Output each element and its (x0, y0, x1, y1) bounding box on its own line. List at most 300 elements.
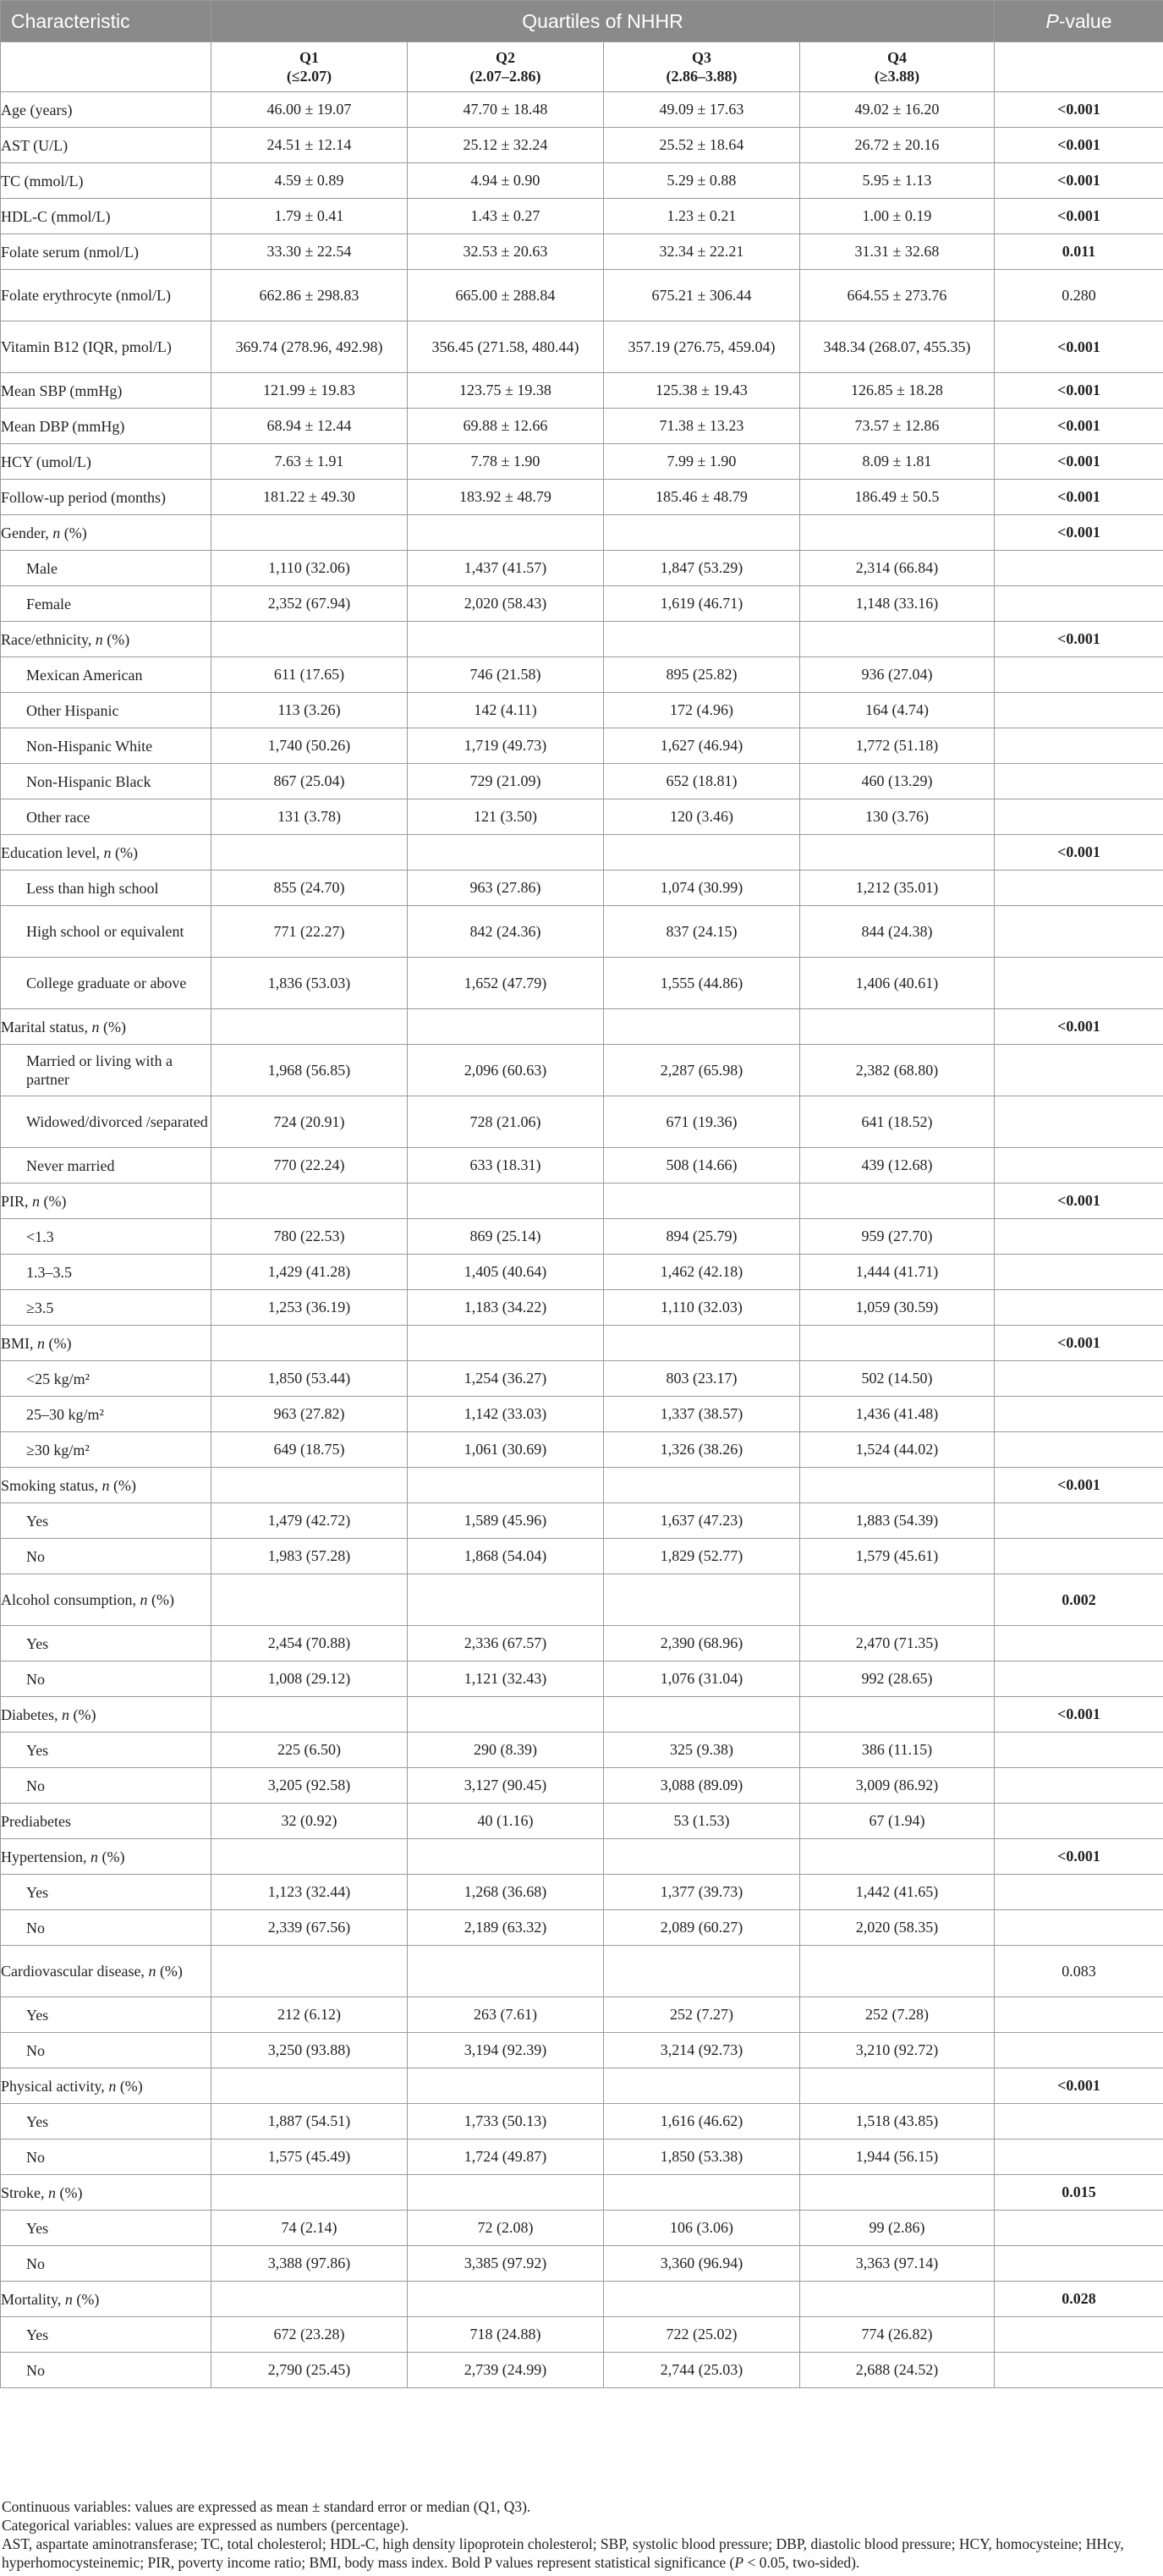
value-cell-q4 (800, 2068, 995, 2104)
row-label-text: Male (26, 559, 58, 577)
table-row (1, 1875, 1163, 1910)
value-cell-q3 (604, 1184, 800, 1219)
p-value-cell: <0.001 (995, 321, 1163, 373)
table-row (1, 234, 1163, 270)
row-label-text: No (26, 1670, 45, 1688)
value-cell-q2: 1,733 (50.13) (408, 2104, 604, 2139)
row-label (1, 409, 211, 444)
quartile-label: Q2 (495, 49, 515, 66)
table-row (1, 2317, 1163, 2353)
value-cell-q3: 894 (25.79) (604, 1219, 800, 1255)
row-label (1, 163, 211, 199)
value-cell-q2: 2,096 (60.63) (408, 1045, 604, 1096)
row-label (1, 1875, 211, 1910)
row-label (1, 1096, 211, 1148)
row-label-text: Physical activity, (1, 2077, 109, 2095)
row-label-text: Mexican American (26, 666, 143, 684)
row-label-text: Married or living with a partner (26, 1052, 173, 1088)
row-label (1, 1255, 211, 1290)
value-cell-q4 (800, 1839, 995, 1875)
table-row (1, 270, 1163, 321)
row-label-tail: (%) (156, 1963, 183, 1980)
row-label-italic: n (148, 1963, 156, 1980)
value-cell-q2: 121 (3.50) (408, 799, 604, 835)
row-label-text: Prediabetes (1, 1812, 71, 1830)
value-cell-q4: 1,772 (51.18) (800, 728, 995, 764)
p-value-cell (995, 1661, 1163, 1697)
row-label-italic: n (48, 2183, 56, 2201)
value-cell-q3 (604, 1946, 800, 1997)
row-label-tail: (%) (116, 2077, 143, 2095)
value-cell-q2 (408, 1697, 604, 1733)
value-cell-q1: 68.94 ± 12.44 (211, 409, 408, 444)
value-cell-q4: 99 (2.86) (800, 2211, 995, 2246)
row-label-text: No (26, 1777, 45, 1794)
row-label-text: PIR, (1, 1192, 33, 1210)
row-label-text: 25–30 kg/m² (26, 1405, 104, 1423)
table-row (1, 2353, 1163, 2388)
value-cell-q3: 49.09 ± 17.63 (604, 92, 800, 128)
row-label-text: Stroke, (1, 2183, 48, 2201)
p-value-cell: 0.011 (995, 234, 1163, 270)
value-cell-q2: 842 (24.36) (408, 906, 604, 958)
quartile-label: Q3 (691, 49, 711, 66)
value-cell-q1: 771 (22.27) (211, 906, 408, 958)
value-cell-q3: 185.46 ± 48.79 (604, 480, 800, 515)
value-cell-q3 (604, 1839, 800, 1875)
row-label (1, 444, 211, 480)
row-label (1, 958, 211, 1009)
value-cell-q1: 1,110 (32.06) (211, 551, 408, 586)
footnote-p-italic: P (734, 2554, 744, 2571)
table-row (1, 199, 1163, 234)
row-label (1, 480, 211, 515)
row-label-text: Widowed/divorced /separated (26, 1113, 208, 1130)
row-label (1, 1432, 211, 1468)
row-label (1, 2211, 211, 2246)
value-cell-q4 (800, 2282, 995, 2317)
p-value-cell: <0.001 (995, 199, 1163, 234)
row-label-text: No (26, 2255, 45, 2272)
value-cell-q3: 2,287 (65.98) (604, 1045, 800, 1096)
row-label (1, 764, 211, 799)
row-label (1, 799, 211, 835)
value-cell-q1: 131 (3.78) (211, 799, 408, 835)
table-row (1, 728, 1163, 764)
value-cell-q1 (211, 2282, 408, 2317)
row-label-text: Age (years) (1, 101, 73, 118)
value-cell-q2: 633 (18.31) (408, 1148, 604, 1184)
table-row (1, 128, 1163, 163)
value-cell-q3: 357.19 (276.75, 459.04) (604, 321, 800, 373)
table-row (1, 2211, 1163, 2246)
table-row (1, 835, 1163, 871)
table-row (1, 1661, 1163, 1697)
value-cell-q2: 1,589 (45.96) (408, 1503, 604, 1539)
row-label (1, 1045, 211, 1096)
table-row (1, 373, 1163, 409)
p-value-cell (995, 1096, 1163, 1148)
row-label-text: High school or equivalent (26, 923, 184, 940)
row-label-text: Less than high school (26, 879, 159, 897)
p-value-cell: <0.001 (995, 835, 1163, 871)
value-cell-q4: 1,442 (41.65) (800, 1875, 995, 1910)
row-label (1, 2068, 211, 2104)
value-cell-q2: 1,724 (49.87) (408, 2139, 604, 2175)
value-cell-q1: 1,836 (53.03) (211, 958, 408, 1009)
p-value-cell (995, 1219, 1163, 1255)
table-row (1, 2282, 1163, 2317)
table-row (1, 764, 1163, 799)
row-label (1, 1574, 211, 1626)
table-row (1, 1009, 1163, 1045)
value-cell-q2: 729 (21.09) (408, 764, 604, 799)
value-cell-q1: 3,388 (97.86) (211, 2246, 408, 2282)
p-value-cell: 0.083 (995, 1946, 1163, 1997)
value-cell-q1: 4.59 ± 0.89 (211, 163, 408, 199)
row-label (1, 2175, 211, 2211)
value-cell-q3: 671 (19.36) (604, 1096, 800, 1148)
value-cell-q2: 25.12 ± 32.24 (408, 128, 604, 163)
value-cell-q4: 126.85 ± 18.28 (800, 373, 995, 409)
p-value-cell: <0.001 (995, 1697, 1163, 1733)
row-label-text: Yes (26, 2219, 49, 2237)
p-value-cell: <0.001 (995, 515, 1163, 551)
table-row (1, 1255, 1163, 1290)
value-cell-q1: 369.74 (278.96, 492.98) (211, 321, 408, 373)
value-cell-q1: 3,205 (92.58) (211, 1768, 408, 1804)
value-cell-q2: 1,061 (30.69) (408, 1432, 604, 1468)
table-row (1, 1839, 1163, 1875)
value-cell-q1: 32 (0.92) (211, 1804, 408, 1839)
p-value-cell (995, 1290, 1163, 1326)
table-row (1, 321, 1163, 373)
value-cell-q3 (604, 835, 800, 871)
value-cell-q4 (800, 1946, 995, 1997)
value-cell-q1: 3,250 (93.88) (211, 2033, 408, 2068)
p-value-cell: <0.001 (995, 92, 1163, 128)
row-label (1, 871, 211, 906)
row-label-italic: n (90, 1848, 98, 1865)
row-label-text: Never married (26, 1156, 115, 1174)
row-label (1, 1290, 211, 1326)
value-cell-q4: 1,436 (41.48) (800, 1397, 995, 1432)
value-cell-q3: 1,850 (53.38) (604, 2139, 800, 2175)
value-cell-q3 (604, 2282, 800, 2317)
value-cell-q4 (800, 1184, 995, 1219)
value-cell-q4: 1,212 (35.01) (800, 871, 995, 906)
table-row (1, 1503, 1163, 1539)
value-cell-q3: 32.34 ± 22.21 (604, 234, 800, 270)
row-label-text: College graduate or above (26, 975, 187, 991)
value-cell-q4: 73.57 ± 12.86 (800, 409, 995, 444)
row-label (1, 835, 211, 871)
value-cell-q1: 2,352 (67.94) (211, 586, 408, 622)
row-label (1, 2317, 211, 2353)
value-cell-q4: 1,883 (54.39) (800, 1503, 995, 1539)
p-value-header-rest: -value (1058, 9, 1112, 32)
row-label (1, 1539, 211, 1574)
value-cell-q3: 71.38 ± 13.23 (604, 409, 800, 444)
row-label (1, 693, 211, 728)
quartile-range: (≥3.88) (874, 68, 920, 85)
value-cell-q1 (211, 1946, 408, 1997)
value-cell-q4: 992 (28.65) (800, 1661, 995, 1697)
row-label-tail: (%) (72, 2290, 100, 2308)
row-label-text: Female (26, 595, 71, 612)
row-label-text: Diabetes, (1, 1705, 62, 1723)
value-cell-q1: 181.22 ± 49.30 (211, 480, 408, 515)
value-cell-q4: 3,363 (97.14) (800, 2246, 995, 2282)
value-cell-q4 (800, 1326, 995, 1361)
row-label-text: <25 kg/m² (26, 1370, 91, 1387)
p-value-cell (995, 1432, 1163, 1468)
value-cell-q2: 123.75 ± 19.38 (408, 373, 604, 409)
row-label-tail: (%) (147, 1591, 174, 1608)
value-cell-q1: 672 (23.28) (211, 2317, 408, 2353)
value-cell-q2: 263 (7.61) (408, 1997, 604, 2033)
value-cell-q4: 1.00 ± 0.19 (800, 199, 995, 234)
value-cell-q4: 936 (27.04) (800, 657, 995, 693)
p-value-cell (995, 586, 1163, 622)
p-value-cell (995, 2211, 1163, 2246)
value-cell-q4 (800, 515, 995, 551)
row-label (1, 586, 211, 622)
row-label-text: Yes (26, 1741, 49, 1759)
row-label (1, 515, 211, 551)
value-cell-q1: 1,983 (57.28) (211, 1539, 408, 1574)
value-cell-q2: 290 (8.39) (408, 1733, 604, 1768)
table-row (1, 92, 1163, 128)
row-label (1, 234, 211, 270)
row-label-text: Non-Hispanic Black (26, 772, 151, 790)
value-cell-q3: 125.38 ± 19.43 (604, 373, 800, 409)
value-cell-q3: 803 (23.17) (604, 1361, 800, 1397)
value-cell-q3: 2,089 (60.27) (604, 1910, 800, 1946)
value-cell-q1 (211, 1574, 408, 1626)
value-cell-q3 (604, 2175, 800, 2211)
table-row (1, 1096, 1163, 1148)
row-label-text: HCY (umol/L) (1, 453, 91, 470)
table-row (1, 515, 1163, 551)
row-label-tail: (%) (111, 843, 138, 861)
p-value-cell: <0.001 (995, 2068, 1163, 2104)
value-cell-q2: 40 (1.16) (408, 1804, 604, 1839)
value-cell-q1: 1,850 (53.44) (211, 1361, 408, 1397)
p-value-cell (995, 764, 1163, 799)
p-value-cell (995, 1804, 1163, 1839)
p-value-cell (995, 2139, 1163, 2175)
row-label-tail: (%) (56, 2183, 83, 2201)
value-cell-q2: 3,127 (90.45) (408, 1768, 604, 1804)
value-cell-q1: 212 (6.12) (211, 1997, 408, 2033)
value-cell-q1: 225 (6.50) (211, 1733, 408, 1768)
value-cell-q2: 1.43 ± 0.27 (408, 199, 604, 234)
value-cell-q1 (211, 1697, 408, 1733)
table-row (1, 2139, 1163, 2175)
row-label-italic: n (101, 1476, 110, 1494)
value-cell-q2: 665.00 ± 288.84 (408, 270, 604, 321)
table-row (1, 1733, 1163, 1768)
table-row (1, 1468, 1163, 1503)
table-row (1, 444, 1163, 480)
table-row (1, 622, 1163, 657)
quartile-header-q2 (408, 42, 604, 92)
table-row (1, 409, 1163, 444)
value-cell-q3: 1,847 (53.29) (604, 551, 800, 586)
row-label-text: Other Hispanic (26, 701, 119, 719)
row-label-text: Yes (26, 2326, 49, 2343)
value-cell-q1 (211, 2068, 408, 2104)
value-cell-q2: 4.94 ± 0.90 (408, 163, 604, 199)
p-value-cell: <0.001 (995, 480, 1163, 515)
row-label-italic: n (108, 2077, 117, 2095)
row-label (1, 1219, 211, 1255)
value-cell-q3: 3,360 (96.94) (604, 2246, 800, 2282)
row-label-text: Mortality, (1, 2290, 65, 2308)
row-label (1, 1661, 211, 1697)
row-label (1, 270, 211, 321)
value-cell-q4: 49.02 ± 16.20 (800, 92, 995, 128)
value-cell-q1: 2,790 (25.45) (211, 2353, 408, 2388)
value-cell-q3: 1.23 ± 0.21 (604, 199, 800, 234)
row-label-tail: (%) (99, 1018, 126, 1035)
value-cell-q2 (408, 1184, 604, 1219)
p-value-cell (995, 1397, 1163, 1432)
row-label-italic: n (140, 1591, 148, 1608)
p-value-cell (995, 2353, 1163, 2388)
value-cell-q4: 5.95 ± 1.13 (800, 163, 995, 199)
table-row (1, 551, 1163, 586)
value-cell-q3: 1,377 (39.73) (604, 1875, 800, 1910)
value-cell-q3: 675.21 ± 306.44 (604, 270, 800, 321)
value-cell-q1: 855 (24.70) (211, 871, 408, 906)
value-cell-q1: 2,454 (70.88) (211, 1626, 408, 1661)
p-value-header-italic: P (1045, 9, 1059, 32)
row-label (1, 1997, 211, 2033)
value-cell-q2: 142 (4.11) (408, 693, 604, 728)
value-cell-q2 (408, 622, 604, 657)
value-cell-q3: 120 (3.46) (604, 799, 800, 835)
value-cell-q3 (604, 515, 800, 551)
value-cell-q4: 502 (14.50) (800, 1361, 995, 1397)
value-cell-q2: 1,268 (36.68) (408, 1875, 604, 1910)
value-cell-q2: 3,385 (97.92) (408, 2246, 604, 2282)
value-cell-q4: 460 (13.29) (800, 764, 995, 799)
table-row (1, 1290, 1163, 1326)
value-cell-q4: 164 (4.74) (800, 693, 995, 728)
row-label-tail: (%) (102, 630, 130, 648)
row-label-text: No (26, 2361, 45, 2379)
table-row (1, 1045, 1163, 1096)
value-cell-q4: 1,444 (41.71) (800, 1255, 995, 1290)
table-row (1, 1910, 1163, 1946)
row-label-text: HDL-C (mmol/L) (1, 207, 111, 225)
row-label (1, 1326, 211, 1361)
p-value-cell: 0.015 (995, 2175, 1163, 2211)
p-value-cell (995, 799, 1163, 835)
value-cell-q4: 1,524 (44.02) (800, 1432, 995, 1468)
row-label-italic: n (91, 1018, 100, 1035)
row-label-text: TC (mmol/L) (1, 172, 84, 189)
value-cell-q2: 183.92 ± 48.79 (408, 480, 604, 515)
row-label-text: Education level, (1, 843, 104, 861)
row-label-text: ≥3.5 (26, 1299, 54, 1316)
value-cell-q4: 186.49 ± 50.5 (800, 480, 995, 515)
value-cell-q2: 1,254 (36.27) (408, 1361, 604, 1397)
row-label (1, 1946, 211, 1997)
p-value-cell: <0.001 (995, 409, 1163, 444)
table-row (1, 2068, 1163, 2104)
row-label (1, 622, 211, 657)
value-cell-q3: 25.52 ± 18.64 (604, 128, 800, 163)
value-cell-q2: 2,020 (58.43) (408, 586, 604, 622)
value-cell-q1 (211, 622, 408, 657)
value-cell-q2: 1,142 (33.03) (408, 1397, 604, 1432)
value-cell-q1: 121.99 ± 19.83 (211, 373, 408, 409)
value-cell-q1: 963 (27.82) (211, 1397, 408, 1432)
row-label-text: Non-Hispanic White (26, 737, 153, 755)
table-row (1, 693, 1163, 728)
value-cell-q1: 1,429 (41.28) (211, 1255, 408, 1290)
value-cell-q2: 1,183 (34.22) (408, 1290, 604, 1326)
value-cell-q1: 46.00 ± 19.07 (211, 92, 408, 128)
row-label-text: Race/ethnicity, (1, 630, 96, 648)
row-label (1, 2104, 211, 2139)
value-cell-q1: 1,575 (45.49) (211, 2139, 408, 2175)
value-cell-q4 (800, 835, 995, 871)
table-row (1, 906, 1163, 958)
table-row (1, 1148, 1163, 1184)
row-label-text: Yes (26, 2006, 49, 2024)
table-row (1, 163, 1163, 199)
row-label-italic: n (32, 1192, 41, 1210)
value-cell-q2: 718 (24.88) (408, 2317, 604, 2353)
p-value-cell (995, 871, 1163, 906)
quartile-label: Q1 (299, 49, 319, 66)
value-cell-q3: 5.29 ± 0.88 (604, 163, 800, 199)
value-cell-q1: 74 (2.14) (211, 2211, 408, 2246)
row-label (1, 1733, 211, 1768)
quartiles-group-header: Quartiles of NHHR (211, 1, 995, 42)
table-row (1, 1997, 1163, 2033)
row-label-tail: (%) (60, 524, 87, 541)
value-cell-q1: 1,123 (32.44) (211, 1875, 408, 1910)
value-cell-q2 (408, 1574, 604, 1626)
row-label-text: <1.3 (26, 1228, 54, 1245)
row-label (1, 2353, 211, 2388)
value-cell-q2 (408, 1946, 604, 1997)
row-label-text: Other race (26, 808, 91, 826)
value-cell-q2 (408, 1839, 604, 1875)
p-value-cell (995, 1539, 1163, 1574)
row-label (1, 2139, 211, 2175)
p-value-cell (995, 657, 1163, 693)
quartile-range: (2.86–3.88) (666, 68, 738, 85)
p-value-cell (995, 1361, 1163, 1397)
p-value-cell: <0.001 (995, 128, 1163, 163)
value-cell-q3: 508 (14.66) (604, 1148, 800, 1184)
table-row (1, 657, 1163, 693)
p-value-cell (995, 1997, 1163, 2033)
row-label (1, 2282, 211, 2317)
table-row (1, 1326, 1163, 1361)
value-cell-q3 (604, 2068, 800, 2104)
value-cell-q2: 1,652 (47.79) (408, 958, 604, 1009)
p-value-cell: <0.001 (995, 1326, 1163, 1361)
table-row (1, 480, 1163, 515)
row-label (1, 1768, 211, 1804)
